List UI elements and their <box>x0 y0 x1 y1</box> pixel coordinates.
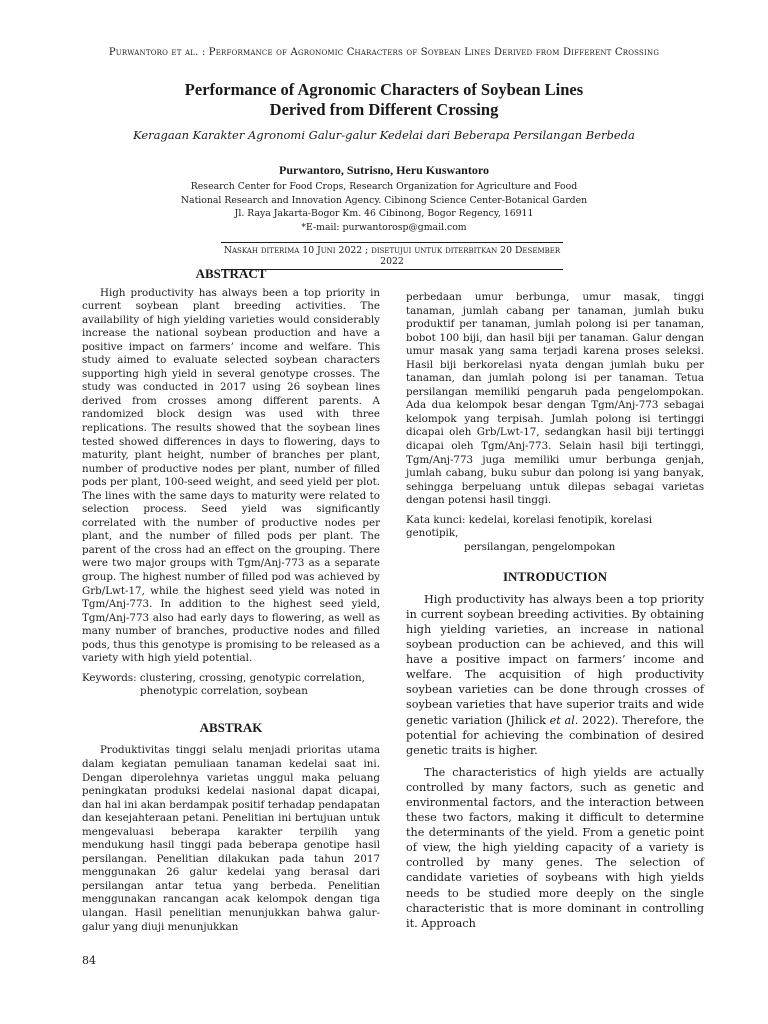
abstract-keywords <box>82 672 380 699</box>
affiliation-line: National Research and Innovation Agency. Cibinong Science Center-Botanical Garden <box>180 194 588 206</box>
authors: Purwantoro, Sutrisno, Heru Kuswantoro <box>279 163 489 177</box>
article-title <box>90 80 678 120</box>
affiliation-line: Research Center for Food Crops, Research Organization for Agriculture and Food <box>190 181 578 192</box>
abstrak-keywords <box>406 514 704 555</box>
affiliation-line: Jl. Raya Jakarta-Bogor Km. 46 Cibinong, Bogor Regency, 16911 <box>234 208 534 219</box>
keywords-line-2: phenotypic correlation, soybean <box>140 685 308 698</box>
abstract-heading: ABSTRACT <box>195 266 267 281</box>
kata-kunci-label: Kata kunci: <box>406 513 466 526</box>
running-head: Purwantoro et al. : Performance of Agronomic Characters of Soybean Lines Derived from Different Crossing <box>108 47 660 58</box>
kata-kunci-line-1: kedelai, korelasi fenotipik, korelasi genotipik, <box>406 513 653 540</box>
title-line-2: Derived from Different Crossing <box>269 100 499 119</box>
intro-paragraph-1 <box>406 592 704 758</box>
article-subtitle: Keragaan Karakter Agronomi Galur-galur Kedelai dari Beberapa Persilangan Berbeda <box>133 128 635 142</box>
abstrak-text-left: Produktivitas tinggi selalu menjadi prioritas utama dalam kegiatan pemuliaan tanaman kedelai saat ini. Dengan diperolehnya varietas unggul maka peluang peningkatan produksi kedelai nasional dapat dicapai, dan hal ini akan berdampak positif terhadap pendapatan dan kesejahteraan petani. Penelitian ini bertujuan untuk mengevaluasi beberapa karakter terpilih yang mendukung hasil tinggi pada beberapa genotipe hasil persilangan. Penelitian dilakukan pada tahun 2017 menggunakan 26 galur kedelai yang berasal dari persilangan antar tetua yang berbeda. Penelitian menggunakan rancangan acak kelompok dengan tiga ulangan. Hasil penelitian menunjukkan bahwa galur-galur yang diuji menunjukkan <box>82 744 380 933</box>
abstrak-text-right: perbedaan umur berbunga, umur masak, tinggi tanaman, jumlah cabang per tanaman, jumlah buku produktif per tanaman, jumlah polong isi per tanaman, bobot 100 biji, dan hasil biji per tanaman. Galur dengan umur masak yang sama terjadi karena proses seleksi. Hasil biji berkorelasi nyata dengan jumlah buku per tanaman, dan jumlah polong isi per tanaman. Tetua persilangan memiliki pengaruh pada pengelompokan. Ada dua kelompok besar dengan Tgm/Anj-773 sebagai kelompok yang terpisah. Jumlah polong isi tertinggi dicapai oleh Grb/Lwt-17, sedangkan hasil biji tertinggi dicapai oleh Tgm/Anj-773. Selain hasil biji tertinggi, Tgm/Anj-773 juga memiliki umur berbunga genjah, jumlah cabang, buku subur dan polong isi yang banyak, sehingga berpeluang untuk dilepas sebagai varietas dengan potensi hasil tinggi. <box>406 291 704 507</box>
title-line-1: Performance of Agronomic Characters of Soybean Lines <box>184 80 584 99</box>
email-line: *E-mail: purwantorosp@gmail.com <box>301 221 467 233</box>
affiliation <box>0 180 768 234</box>
abstract-text: High productivity has always been a top priority in current soybean plant breeding activities. The availability of high yielding varieties would considerably increase the national soybean production and have a positive impact on farmers’ income and welfare. This study aimed to evaluate selected soybean characters supporting high yield in several genotype crosses. The study was conducted in 2017 using 26 soybean lines derived from crosses among different parents. A randomized block design was used with three replications. The results showed that the soybean lines tested showed differences in days to flowering, days to maturity, plant height, number of branches per plant, number of productive nodes per plant, number of filled pods per plant, 100-seed weight, and seed yield per plot. The lines with the same days to maturity were related to selection process. Seed yield was significantly correlated with the number of productive nodes per plant, and the number of filled pods per plant. The parent of the cross had an effect on the grouping. There were two major groups with Tgm/Anj-773 as a separate group. The highest number of filled pod was achieved by Grb/Lwt-17, while the highest seed yield was noted in Tgm/Anj-773. In addition to the highest seed yield, Tgm/Anj-773 also had early days to flowering, as well as many number of branches, productive nodes and filled pods, thus this genotype is promising to be released as a variety with high yield potential. <box>82 286 380 665</box>
intro-paragraph-2: The characteristics of high yields are actually controlled by many factors, such as genetic and environmental factors, and the interaction between these two factors, making it difficult to determine the determinants of the yield. From a genetic point of view, the high yielding capacity of a variety is controlled by many genes. The selection of candidate varieties of soybeans with high yields needs to be studied more deeply on the single characteristic that is more dominant in controlling it. Approach <box>406 765 704 930</box>
introduction-body <box>406 592 704 931</box>
keywords-label: Keywords: <box>82 671 137 684</box>
kata-kunci-line-2: persilangan, pengelompokan <box>464 540 616 553</box>
received-line: Naskah diterima 10 Juni 2022 ; disetujui untuk diterbitkan 20 Desember 2022 <box>221 242 563 270</box>
intro-p1-before: High productivity has always been a top priority in current soybean breeding activities. By obtaining high yielding varieties, an increase in national soybean production can be achieved, and this will have a positive impact on farmers’ income and welfare. The acquisition of high productivity soybean varieties can be done through crosses of soybean varieties that have superior traits and wide genetic variation (Jhilick <box>406 592 704 727</box>
page-number: 84 <box>82 954 96 967</box>
right-column <box>406 291 704 931</box>
intro-p1-after: 2022). Therefore, the potential for achieving the combination of desired genetic traits is higher. <box>406 713 704 757</box>
keywords-line-1: clustering, crossing, genotypic correlation, <box>139 671 365 684</box>
abstrak-heading: ABSTRAK <box>199 719 263 735</box>
left-column <box>82 267 380 934</box>
introduction-heading: INTRODUCTION <box>502 569 607 585</box>
intro-p1-etal: et al. <box>549 713 579 727</box>
